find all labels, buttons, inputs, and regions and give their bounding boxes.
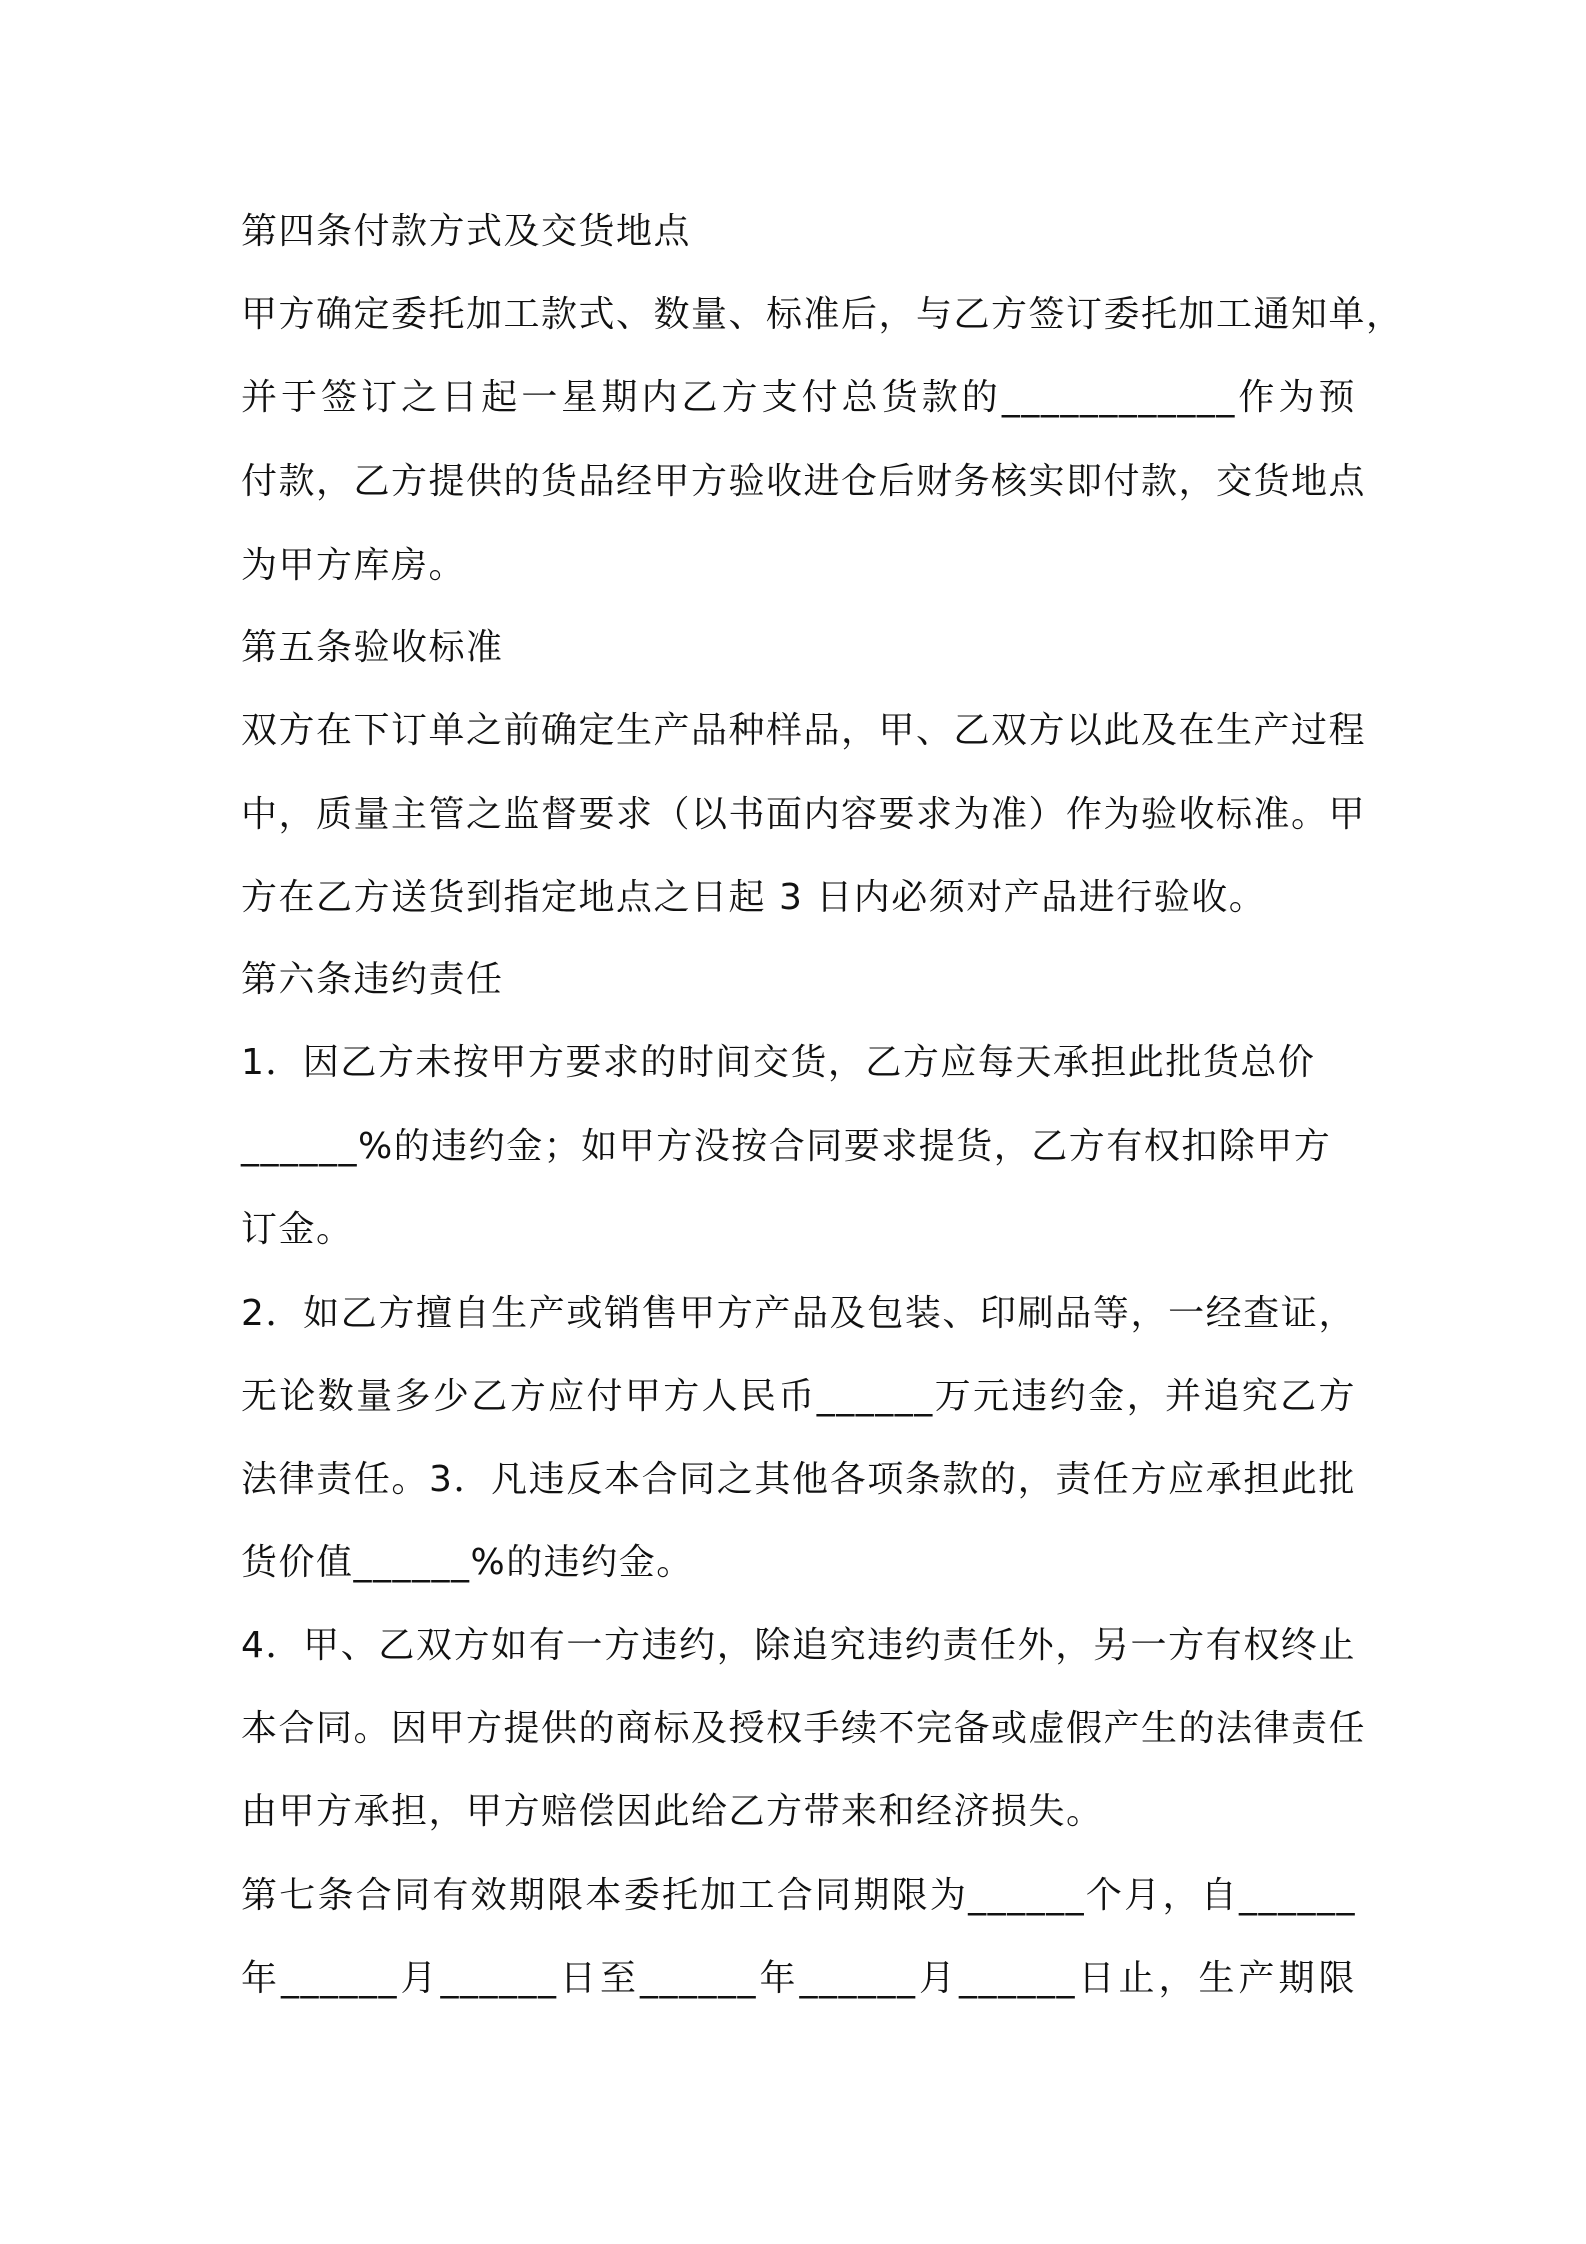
article-7-line-2: 年______月______日至______年______月______日止，生产期限 [241,1958,1356,1999]
article-7-line-1: 第七条合同有效期限本委托加工合同期限为______个月，自______ [241,1875,1356,1916]
article-5-line-3: 方在乙方送货到指定地点之日起 3 日内必须对产品进行验收。 [241,877,1267,918]
article-6-heading: 第六条违约责任 [241,959,504,1000]
article-5-heading: 第五条验收标准 [241,627,504,668]
article-6-item-1-line-3: 订金。 [241,1209,354,1250]
article-6-item-4-line-1: 4．甲、乙双方如有一方违约，除追究违约责任外，另一方有权终止 [241,1625,1356,1666]
article-6-item-2-line-3: 法律责任。3．凡违反本合同之其他各项条款的，责任方应承担此批 [241,1459,1356,1500]
article-6-item-1-line-2: ______%的违约金；如甲方没按合同要求提货，乙方有权扣除甲方 [241,1126,1332,1167]
article-5-line-1: 双方在下订单之前确定生产品种样品，甲、乙双方以此及在生产过程 [241,710,1367,751]
article-6-item-4-line-3: 由甲方承担，甲方赔偿因此给乙方带来和经济损失。 [241,1791,1104,1832]
article-6-item-2-line-2: 无论数量多少乙方应付甲方人民币______万元违约金，并追究乙方 [241,1376,1356,1417]
article-6-item-2-line-1: 2．如乙方擅自生产或销售甲方产品及包装、印刷品等，一经查证， [241,1293,1356,1334]
article-6-item-1-line-1: 1．因乙方未按甲方要求的时间交货，乙方应每天承担此批货总价 [241,1042,1316,1083]
article-4-line-1: 甲方确定委托加工款式、数量、标准后，与乙方签订委托加工通知单， [241,294,1404,335]
article-6-item-4-line-2: 本合同。因甲方提供的商标及授权手续不完备或虚假产生的法律责任 [241,1708,1367,1749]
article-4-line-3: 付款，乙方提供的货品经甲方验收进仓后财务核实即付款，交货地点 [241,461,1367,502]
article-6-item-3-line: 货价值______%的违约金。 [241,1542,694,1583]
article-5-line-2: 中，质量主管之监督要求（以书面内容要求为准）作为验收标准。甲 [241,794,1367,835]
article-4-line-4: 为甲方库房。 [241,545,467,586]
article-4-line-2: 并于签订之日起一星期内乙方支付总货款的____________作为预 [241,377,1356,418]
article-4-heading: 第四条付款方式及交货地点 [241,211,692,252]
